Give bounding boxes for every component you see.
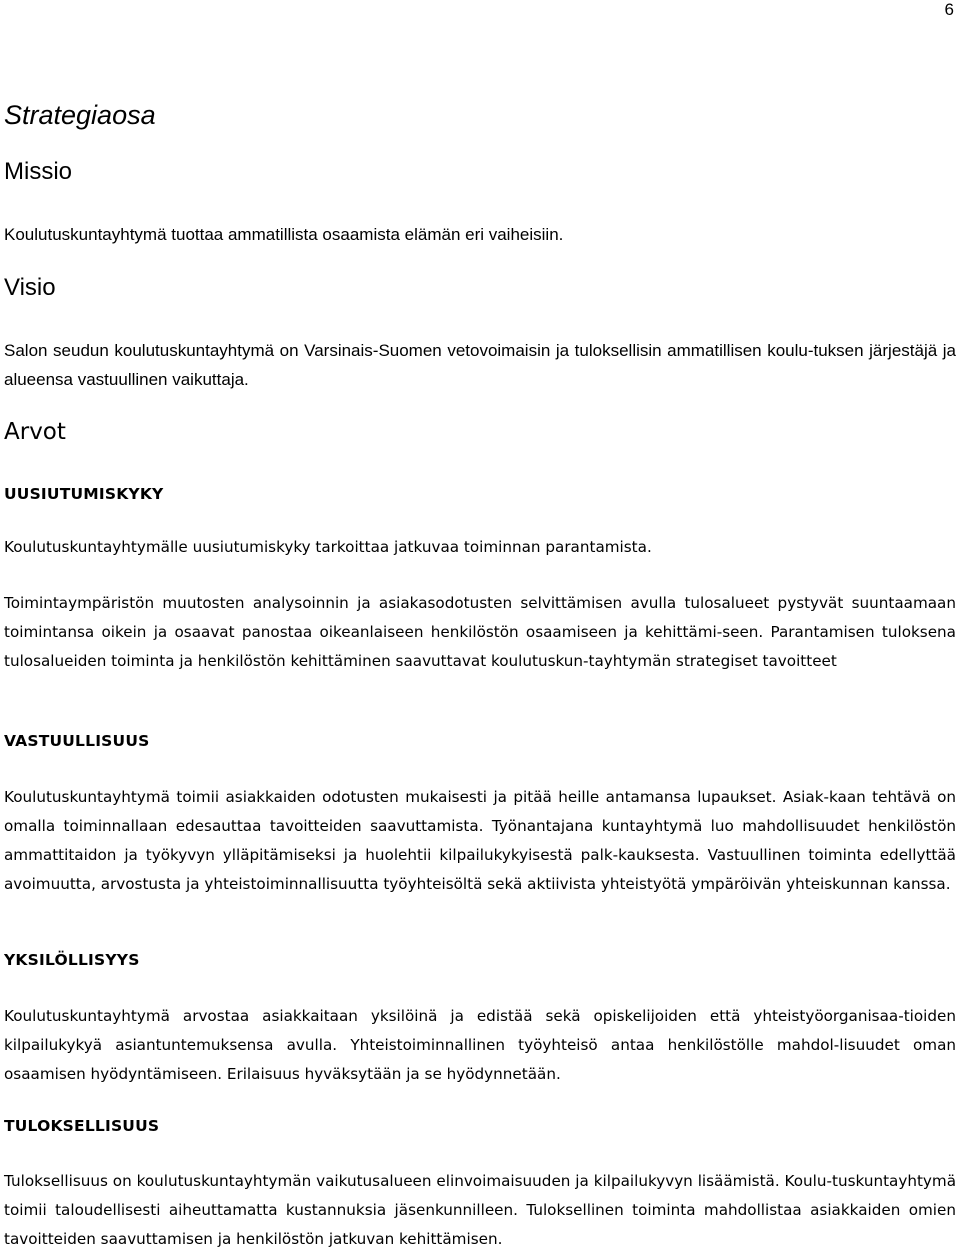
value-heading-yksilollisyys: YKSILÖLLISYYS <box>4 951 140 969</box>
arvot-heading: Arvot <box>4 419 66 445</box>
visio-text: Salon seudun koulutuskuntayhtymä on Varsinais-Suomen vetovoimaisin ja tuloksellisin ammatillisen koulu-tuksen järjestäjä ja alueensa vastuullinen vaikuttaja. <box>4 341 956 389</box>
value-heading-vastuullisuus: VASTUULLISUUS <box>4 732 150 750</box>
section-title: Strategiaosa <box>4 100 156 130</box>
uusiutumiskyky-paragraph-2: Toimintaympäristön muutosten analysoinnin ja asiakasodotusten selvittämisen avulla tulosalueet pystyvät suuntaamaan toimintansa oikein ja osaavat panostaa oikeanlaiseen henkilöstön osaamiseen ja kehittämi-seen. Parantamisen tuloksena tulosalueiden toiminta ja henkilöstön kehittäminen saavuttavat koulutuskun-tayhtymän strategiset tavoitteet <box>4 594 956 670</box>
missio-heading: Missio <box>4 158 73 185</box>
yksilollisyys-paragraph: Koulutuskuntayhtymä arvostaa asiakkaitaan yksilöinä ja edistää sekä opiskelijoiden että yhteistyöorganisaa-tioiden kilpailukykyä asiantuntemuksensa avulla. Yhteistoiminnallinen työyhteisö antaa henkilöstölle mahdol-lisuudet oman osaamisen hyödyntämiseen. Erilaisuus hyväksytään ja se hyödynnetään. <box>4 1007 956 1083</box>
vastuullisuus-paragraph: Koulutuskuntayhtymä toimii asiakkaiden odotusten mukaisesti ja pitää heille antamansa lupaukset. Asiak-kaan tehtävä on omalla toiminnallaan edesauttaa tavoitteiden saavuttamista. Työnantajana kuntayhtymä luo mahdollisuudet henkilöstön ammattitaidon ja työkyvyn ylläpitämiseksi ja huolehtii kilpailukykyisestä palk-kauksesta. Vastuullinen toiminta edellyttää avoimuutta, arvostusta ja yhteistoiminnallisuutta työyhteisöltä sekä aktiivista yhteistyötä ympäröivän yhteiskunnan kanssa. <box>4 788 956 893</box>
missio-text: Koulutuskuntayhtymä tuottaa ammatillista osaamista elämän eri vaiheisiin. <box>4 225 564 244</box>
value-heading-uusiutumiskyky: UUSIUTUMISKYKY <box>4 485 164 503</box>
uusiutumiskyky-paragraph-1: Koulutuskuntayhtymälle uusiutumiskyky tarkoittaa jatkuvaa toiminnan parantamista. <box>4 538 652 556</box>
visio-heading: Visio <box>4 274 56 301</box>
value-heading-tuloksellisuus: TULOKSELLISUUS <box>4 1117 160 1135</box>
page-number: 6 <box>944 0 954 19</box>
tuloksellisuus-paragraph: Tuloksellisuus on koulutuskuntayhtymän vaikutusalueen elinvoimaisuuden ja kilpailukyvyn lisäämistä. Koulu-tuskuntayhtymä toimii taloudellisesti aiheuttamatta kustannuksia jäsenkunnilleen. Tuloksellinen toiminta mahdollistaa asiakkaiden omien tavoitteiden saavuttamisen ja henkilöstön jatkuvan kehittämisen. <box>4 1172 956 1248</box>
